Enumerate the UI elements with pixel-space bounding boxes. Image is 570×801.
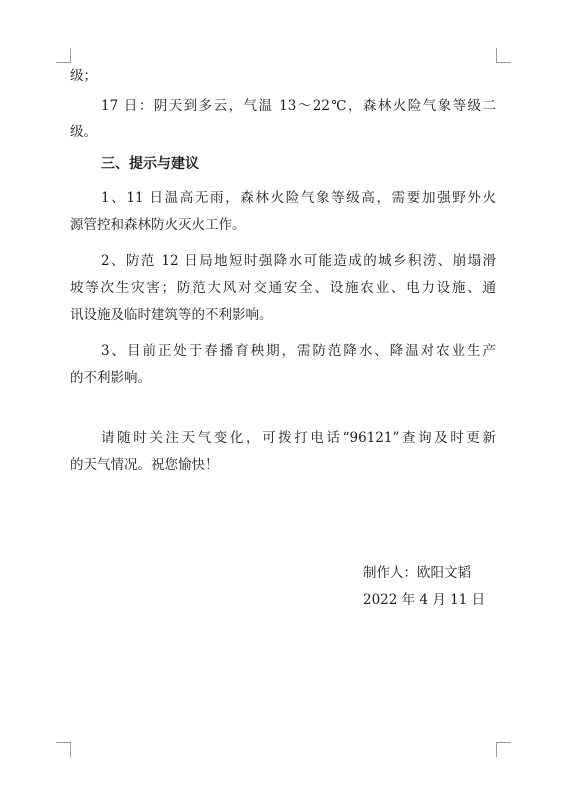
margin-corner-bottom-left bbox=[56, 742, 71, 757]
margin-corner-top-right bbox=[496, 48, 511, 63]
text-line: 源管控和森林防火灭火工作。 bbox=[70, 217, 246, 233]
document-date: 2022 年 4 月 11 日 bbox=[363, 592, 486, 608]
text-line: 2、防范 12 日局地短时强降水可能造成的城乡积涝、崩塌滑 bbox=[101, 253, 496, 269]
text-line: 级。 bbox=[70, 124, 97, 140]
margin-corner-bottom-right bbox=[496, 742, 511, 757]
author-signature: 制作人：欧阳文韬 bbox=[363, 565, 471, 581]
text-line: 级； bbox=[70, 68, 97, 84]
text-line: 的不利影响。 bbox=[70, 370, 151, 386]
text-line: 17 日：阴天到多云，气温 13～22℃，森林火险气象等级二 bbox=[101, 98, 496, 114]
text-line: 讯设施及临时建筑等的不利影响。 bbox=[70, 307, 273, 323]
text-line: 坡等次生灾害；防范大风对交通安全、设施农业、电力设施、通 bbox=[70, 280, 496, 296]
text-line: 1、11 日温高无雨，森林火险气象等级高，需要加强野外火 bbox=[101, 190, 496, 206]
margin-corner-top-left bbox=[56, 48, 71, 63]
text-line: 请随时关注天气变化，可拨打电话“96121”查询及时更新 bbox=[101, 430, 496, 446]
text-line: 3、目前正处于春播育秧期，需防范降水、降温对农业生产 bbox=[101, 343, 496, 359]
text-line: 的天气情况。祝您愉快！ bbox=[70, 457, 219, 473]
section-heading: 三、提示与建议 bbox=[101, 156, 199, 172]
